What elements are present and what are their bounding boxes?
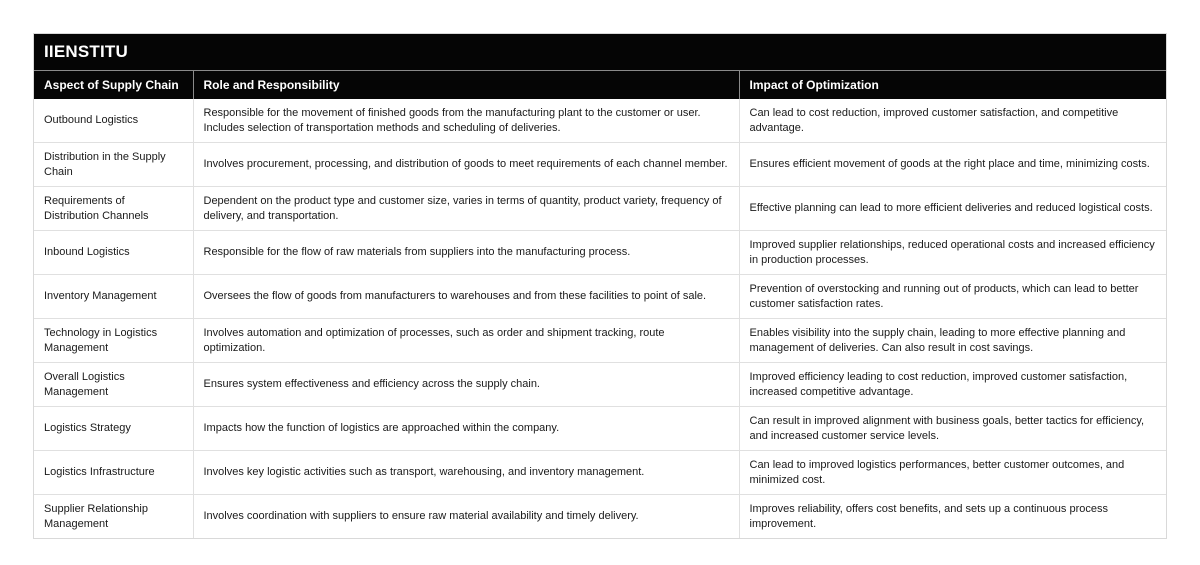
brand-title: IIENSTITU [34,34,1166,71]
table-row [34,231,1166,275]
cell-impact: Can lead to cost reduction, improved customer satisfaction, and competitive advantage. [739,99,1166,143]
cell-impact: Enables visibility into the supply chain, leading to more effective planning and management of deliveries. Can also result in cost savings. [739,319,1166,363]
cell-role: Ensures system effectiveness and efficiency across the supply chain. [193,363,739,407]
cell-role: Responsible for the flow of raw materials from suppliers into the manufacturing process. [193,231,739,275]
cell-aspect: Logistics Infrastructure [34,451,193,495]
table-row [34,451,1166,495]
cell-aspect: Supplier Relationship Management [34,495,193,539]
cell-role: Involves key logistic activities such as transport, warehousing, and inventory management. [193,451,739,495]
cell-impact: Ensures efficient movement of goods at the right place and time, minimizing costs. [739,143,1166,187]
table-row [34,363,1166,407]
table-row [34,407,1166,451]
cell-role: Responsible for the movement of finished goods from the manufacturing plant to the customer or user. Includes selection of transportation methods and scheduling of deliveries. [193,99,739,143]
cell-aspect: Distribution in the Supply Chain [34,143,193,187]
table-row [34,319,1166,363]
cell-impact: Prevention of overstocking and running out of products, which can lead to better customer satisfaction rates. [739,275,1166,319]
supply-chain-table-container [33,33,1167,539]
cell-impact: Can lead to improved logistics performances, better customer outcomes, and minimized cost. [739,451,1166,495]
cell-impact: Improved supplier relationships, reduced operational costs and increased efficiency in production processes. [739,231,1166,275]
cell-impact: Improved efficiency leading to cost reduction, improved customer satisfaction, increased competitive advantage. [739,363,1166,407]
cell-aspect: Overall Logistics Management [34,363,193,407]
cell-role: Involves coordination with suppliers to ensure raw material availability and timely delivery. [193,495,739,539]
cell-aspect: Requirements of Distribution Channels [34,187,193,231]
cell-aspect: Inventory Management [34,275,193,319]
column-header-aspect: Aspect of Supply Chain [34,71,193,99]
cell-aspect: Inbound Logistics [34,231,193,275]
table-row [34,99,1166,143]
cell-impact: Can result in improved alignment with business goals, better tactics for efficiency, and increased customer service levels. [739,407,1166,451]
cell-role: Involves automation and optimization of processes, such as order and shipment tracking, route optimization. [193,319,739,363]
cell-aspect: Logistics Strategy [34,407,193,451]
supply-chain-table [34,71,1166,538]
table-row [34,495,1166,539]
cell-role: Dependent on the product type and customer size, varies in terms of quantity, product variety, frequency of delivery, and transportation. [193,187,739,231]
column-header-impact: Impact of Optimization [739,71,1166,99]
cell-role: Involves procurement, processing, and distribution of goods to meet requirements of each channel member. [193,143,739,187]
table-row [34,187,1166,231]
table-row [34,143,1166,187]
column-header-role: Role and Responsibility [193,71,739,99]
cell-role: Impacts how the function of logistics are approached within the company. [193,407,739,451]
cell-aspect: Technology in Logistics Management [34,319,193,363]
cell-role: Oversees the flow of goods from manufacturers to warehouses and from these facilities to point of sale. [193,275,739,319]
cell-impact: Improves reliability, offers cost benefits, and sets up a continuous process improvement. [749,502,1108,530]
table-row [34,275,1166,319]
cell-impact: Effective planning can lead to more efficient deliveries and reduced logistical costs. [739,187,1166,231]
cell-aspect: Outbound Logistics [34,99,193,143]
table-header-row [34,71,1166,99]
